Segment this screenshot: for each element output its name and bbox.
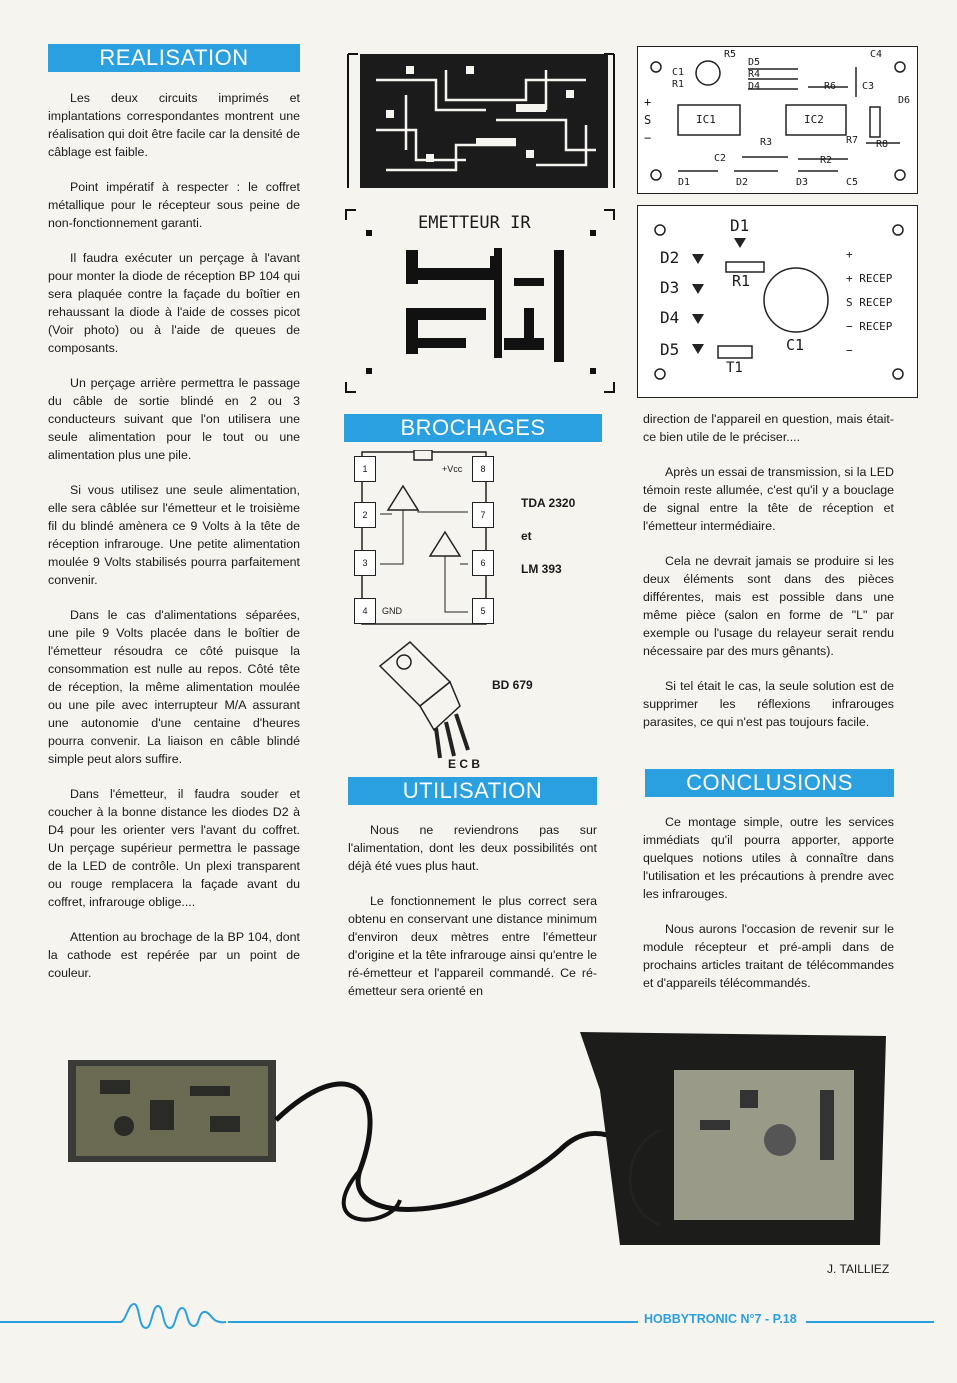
ic-pin-4: 4 — [354, 598, 376, 624]
paragraph: Un perçage arrière permettra le passage du câble de sortie blindé en 2 ou 3 conducteurs suivant que l'on utilisera une seule alimentation pour le tout ou une alimentation plus une pile. — [48, 376, 300, 462]
section-heading-brochages: BROCHAGES — [344, 414, 602, 442]
component-label: R4 — [748, 69, 761, 80]
section-heading-realisation: REALISATION — [48, 44, 300, 72]
paragraph: Le fonctionnement le plus correct sera obtenu en conservant une distance minimum d'environ deux mètres entre l'émetteur d'origine et la tête infrarouge ainsi qu'entre le ré-émetteur et l'appareil commandé. Ce ré-émetteur sera orienté en — [348, 894, 597, 998]
section-heading-utilisation: UTILISATION — [348, 777, 597, 805]
paragraph: direction de l'appareil en question, mais était-ce bien utile de le préciser.... — [643, 412, 894, 444]
component-label: C2 — [714, 153, 727, 164]
component-label: D6 — [898, 95, 911, 106]
pcb-emetteur-copper — [344, 208, 616, 394]
paragraph: Point impératif à respecter : le coffret métallique pour le récepteur sous peine de non-fonctionnement garanti. — [48, 180, 300, 230]
component-label: D4 — [748, 81, 761, 92]
ic-pin-6: 6 — [472, 550, 494, 576]
component-label: D3 — [796, 177, 809, 188]
terminal-label: S RECEP — [846, 296, 893, 309]
section-heading-conclusions: CONCLUSIONS — [645, 769, 894, 797]
transistor-name: BD 679 — [492, 678, 533, 692]
paragraph: Ce montage simple, outre les services immédiats qu'il pourra apporter, apporte quelques notions utiles à connaître dans l'utilisation et les précautions à prendre avec les infrarouges. — [643, 815, 894, 901]
waveform-logo — [118, 1298, 228, 1334]
component-label: R5 — [724, 49, 737, 60]
ic-name-lm393: LM 393 — [521, 562, 562, 576]
column-1-text — [48, 89, 300, 999]
component-label: R7 — [846, 135, 859, 146]
ic-pin-2: 2 — [354, 502, 376, 528]
paragraph: Si tel était le cas, la seule solution est de supprimer les réflexions infrarouges parasites, ce qui n'est pas toujours facile. — [643, 679, 894, 729]
terminal-label: S — [644, 113, 652, 127]
ic-name-et: et — [521, 529, 532, 543]
component-label: IC2 — [804, 113, 824, 126]
component-label: C1 — [786, 336, 805, 354]
paragraph: Attention au brochage de la BP 104, dont la cathode est repérée par un point de couleur. — [48, 930, 300, 980]
paragraph: Cela ne devrait jamais se produire si les deux éléments sont dans des pièces différentes, mais est possible dans une même pièce (salon en forme de "L" par exemple ou l'usage du relayeur serait rendu nécessaire par des murs gênants). — [643, 554, 894, 658]
column-3-text-bottom — [643, 813, 894, 1009]
component-label: C1 — [672, 67, 685, 78]
ic-pin-7: 7 — [472, 502, 494, 528]
footer-issue-label: HOBBYTRONIC N°7 - P.18 — [644, 1312, 797, 1326]
component-label: D2 — [660, 248, 680, 267]
column-3-text-top — [643, 410, 894, 748]
component-label: IC1 — [696, 113, 716, 126]
paragraph: Dans le cas d'alimentations séparées, une pile 9 Volts placée dans le boîtier de l'émetteur résoudra ce côté puisque la consommation est nulle au repos. Côté tête de réception, la même alimentation moulée ou une pile avec interrupteur M/A assurant une autonomie d'une centaine d'heures pourra convenir. La liaison en câble blindé simple peut alors suffire. — [48, 608, 300, 766]
component-label: R6 — [824, 81, 837, 92]
paragraph: Dans l'émetteur, il faudra souder et coucher à la bonne distance les diodes D2 à D4 pour les orienter vers l'avant du coffret. Un perçage supérieur permettra le passage de la LED de contrôle. Un plexi transparent ou rouge remplacera la façade avant du coffret, infrarouge oblige.... — [48, 787, 300, 909]
terminal-label: + — [846, 248, 853, 261]
terminal-label: − RECEP — [846, 320, 893, 333]
component-label: R2 — [820, 155, 833, 166]
ic-pin-5: 5 — [472, 598, 494, 624]
terminal-label: − — [644, 131, 652, 145]
component-label: D1 — [678, 177, 691, 188]
paragraph: Il faudra exécuter un perçage à l'avant pour monter la diode de réception BP 104 qui sera plaquée contre la façade du boîtier en rehaussant la diode à l'aide de cosses picot (Voir photo) ou à l'aide de queues de composants. — [48, 251, 300, 355]
ic-pinout-diagram — [352, 450, 496, 626]
transistor-pins-label: E C B — [448, 757, 481, 771]
vcc-label: +Vcc — [442, 464, 463, 474]
component-label: C4 — [870, 49, 883, 60]
author-name: J. TAILLIEZ — [827, 1262, 890, 1276]
component-label: D5 — [660, 340, 680, 359]
layout-receiver-implantation — [637, 46, 918, 194]
column-2-text — [348, 821, 597, 1017]
component-label: C3 — [862, 81, 875, 92]
gnd-label: GND — [382, 606, 402, 616]
terminal-label: + RECEP — [846, 272, 893, 285]
transistor-drawing — [370, 636, 480, 764]
component-label: D1 — [730, 216, 750, 235]
component-label: C5 — [846, 177, 859, 188]
pcb-receiver-copper — [346, 50, 616, 192]
ic-pin-3: 3 — [354, 550, 376, 576]
emetteur-label: EMETTEUR IR — [418, 213, 531, 233]
photo-receiver-and-emitter — [60, 1030, 890, 1245]
footer-rule-right — [806, 1321, 934, 1323]
ic-name-tda2320: TDA 2320 — [521, 496, 576, 510]
component-label: T1 — [726, 360, 743, 376]
terminal-label: − — [846, 344, 853, 357]
ic-pin-1: 1 — [354, 456, 376, 482]
footer-rule-left — [0, 1321, 122, 1323]
footer-rule-middle — [228, 1321, 638, 1323]
component-label: D3 — [660, 278, 680, 297]
paragraph: Après un essai de transmission, si la LED témoin reste allumée, c'est qu'il y a bouclage de signal entre la tête de réception et l'émetteur intermédiaire. — [643, 465, 894, 533]
component-label: R1 — [732, 272, 751, 290]
component-label: D4 — [660, 308, 680, 327]
component-label: R8 — [876, 139, 889, 150]
paragraph: Nous aurons l'occasion de revenir sur le module récepteur et pré-ampli dans de prochains articles traitant de télécommandes et d'appareils télécommandés. — [643, 922, 894, 990]
component-label: R3 — [760, 137, 773, 148]
paragraph: Les deux circuits imprimés et implantations correspondantes montrent une réalisation qui doit être facile car la densité de câblage est faible. — [48, 91, 300, 159]
component-label: D2 — [736, 177, 749, 188]
component-label: R1 — [672, 79, 685, 90]
paragraph: Si vous utilisez une seule alimentation, elle sera câblée sur l'émetteur et le troisième fil du blindé amènera ce 9 Volts à la tête de réception infrarouge. Une petite alimentation moulée 9 Volts stabilisés pourra parfaitement convenir. — [48, 483, 300, 587]
ic-pin-8: 8 — [472, 456, 494, 482]
layout-emetteur-implantation — [637, 205, 918, 398]
terminal-label: + — [644, 95, 652, 109]
component-label: D5 — [748, 57, 761, 68]
paragraph: Nous ne reviendrons pas sur l'alimentation, dont les deux possibilités ont déjà été vues plus haut. — [348, 823, 597, 873]
